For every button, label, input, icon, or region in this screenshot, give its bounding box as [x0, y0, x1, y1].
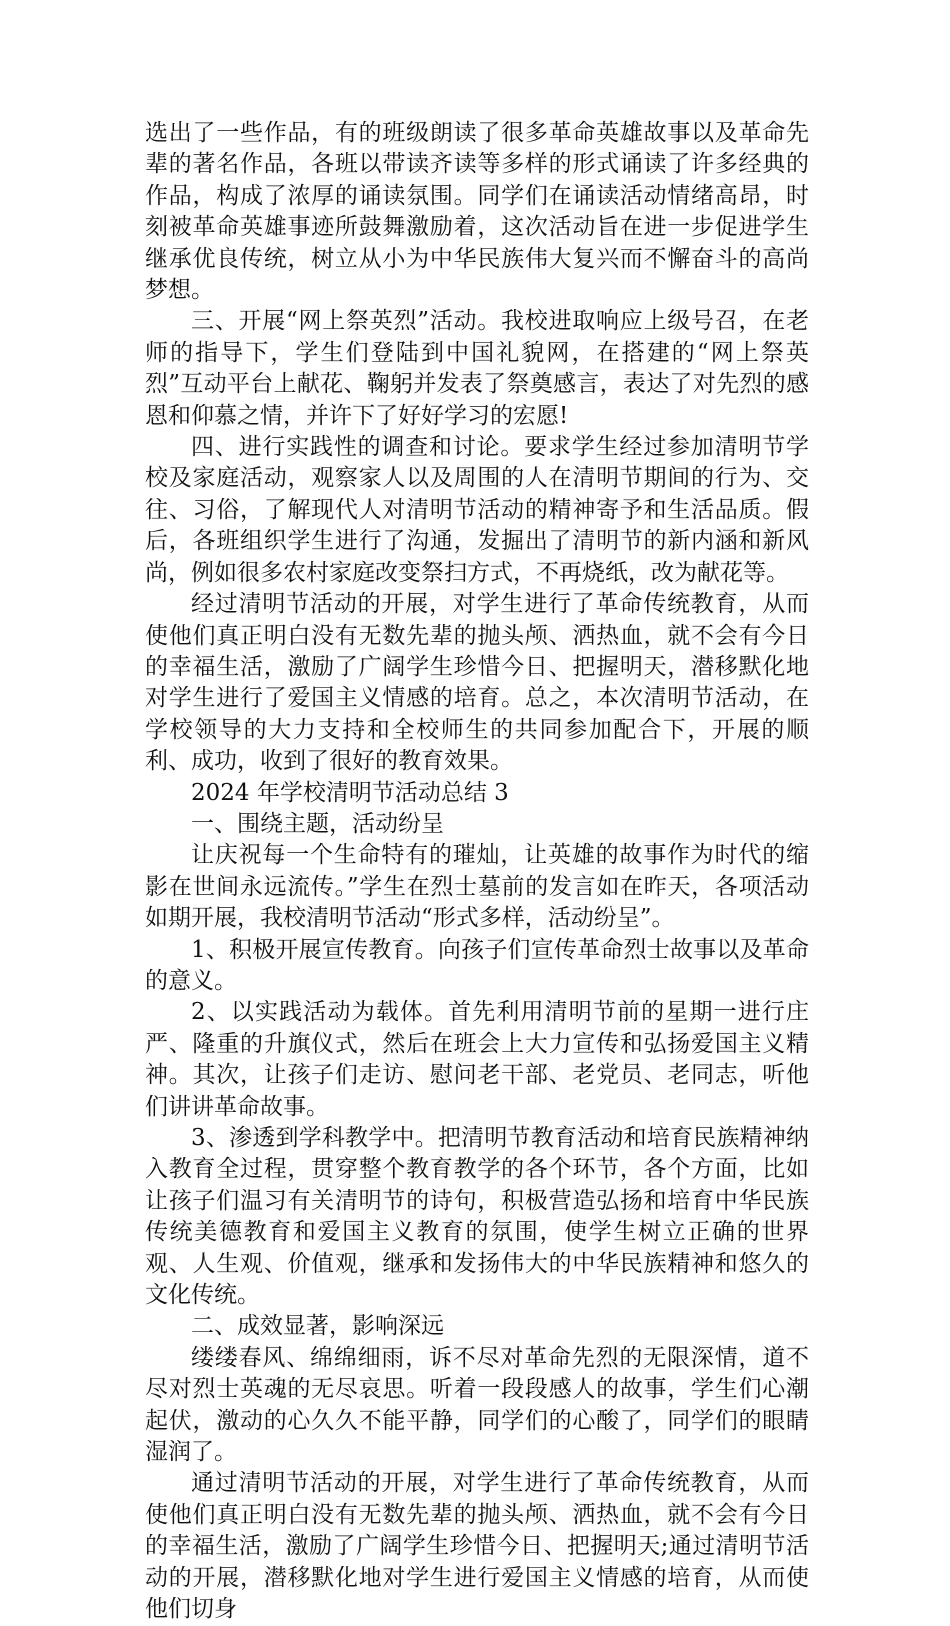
document-page [145, 118, 809, 1626]
list-item-3: 3、渗透到学科教学中。把清明节教育活动和培育民族精神纳入教育全过程，贯穿整个教育教学的各个环节，各个方面，比如让孩子们温习有关清明节的诗句，积极营造弘扬和培育中华民族传统美德教育和爱国主义教育的氛围，使学生树立正确的世界观、人生观、价值观，继承和发扬伟大的中华民族精神和悠久的文化传统。 [145, 1125, 809, 1309]
paragraph-final: 通过清明节活动的开展，对学生进行了革命传统教育，从而使他们真正明白没有无数先辈的抛头颅、洒热血，就不会有今日的幸福生活，激励了广阔学生珍惜今日、把握明天;通过清明节活动的开展，潜移默化地对学生进行爱国主义情感的培育，从而使他们切身 [145, 1470, 809, 1623]
list-item-1: 1、积极开展宣传教育。向孩子们宣传革命烈士故事以及革命的意义。 [145, 936, 809, 994]
paragraph-conclusion: 经过清明节活动的开展，对学生进行了革命传统教育，从而使他们真正明白没有无数先辈的抛头颅、洒热血，就不会有今日的幸福生活，激励了广阔学生珍惜今日、把握明天，潜移默化地对学生进行了爱国主义情感的培育。总之，本次清明节活动，在学校领导的大力支持和全校师生的共同参加配合下，开展的顺利、成功，收到了很好的教育效果。 [145, 591, 809, 775]
paragraph-online-memorial: 三、开展“网上祭英烈”活动。我校进取响应上级号召，在老师的指导下，学生们登陆到中国礼貌网，在搭建的“网上祭英烈”互动平台上献花、鞠躬并发表了祭奠感言，表达了对先烈的感恩和仰慕之情，并许下了好好学习的宏愿! [145, 308, 809, 429]
section-title: 2024 年学校清明节活动总结 3 [191, 779, 509, 806]
paragraph-spring-breeze: 缕缕春风、绵绵细雨，诉不尽对革命先烈的无限深情，道不尽对烈士英魂的无尽哀思。听着一段段感人的故事，学生们心潮起伏，激动的心久久不能平静，同学们的心酸了，同学们的眼睛湿润了。 [145, 1344, 809, 1466]
subheading-results: 二、成效显著，影响深远 [191, 1313, 444, 1340]
paragraph-practice-survey: 四、进行实践性的调查和讨论。要求学生经过参加清明节学校及家庭活动，观察家人以及周围的人在清明节期间的行为、交往、习俗，了解现代人对清明节活动的精神寄予和生活品质。假后，各班组织学生进行了沟通，发掘出了清明节的新内涵和新风尚，例如很多农村家庭改变祭扫方式，不再烧纸，改为献花等。 [145, 434, 809, 586]
paragraph-intro-quote: 让庆祝每一个生命特有的璀灿，让英雄的故事作为时代的缩影在世间永远流传。”学生在烈士墓前的发言如在昨天，各项活动如期开展，我校清明节活动“形式多样，活动纷呈”。 [145, 842, 809, 932]
list-item-2: 2、以实践活动为载体。首先利用清明节前的星期一进行庄严、隆重的升旗仪式，然后在班会上大力宣传和弘扬爱国主义精神。其次，让孩子们走访、慰问老干部、老党员、老同志，听他们讲讲革命故事。 [145, 999, 809, 1120]
subheading-theme: 一、围绕主题，活动纷呈 [191, 810, 444, 837]
paragraph-continued: 选出了一些作品，有的班级朗读了很多革命英雄故事以及革命先辈的著名作品，各班以带读齐读等多样的形式诵读了许多经典的作品，构成了浓厚的诵读氛围。同学们在诵读活动情绪高昂，时刻被革命英雄事迹所鼓舞激励着，这次活动旨在进一步促进学生继承优良传统，树立从小为中华民族伟大复兴而不懈奋斗的高尚梦想。 [145, 120, 809, 304]
